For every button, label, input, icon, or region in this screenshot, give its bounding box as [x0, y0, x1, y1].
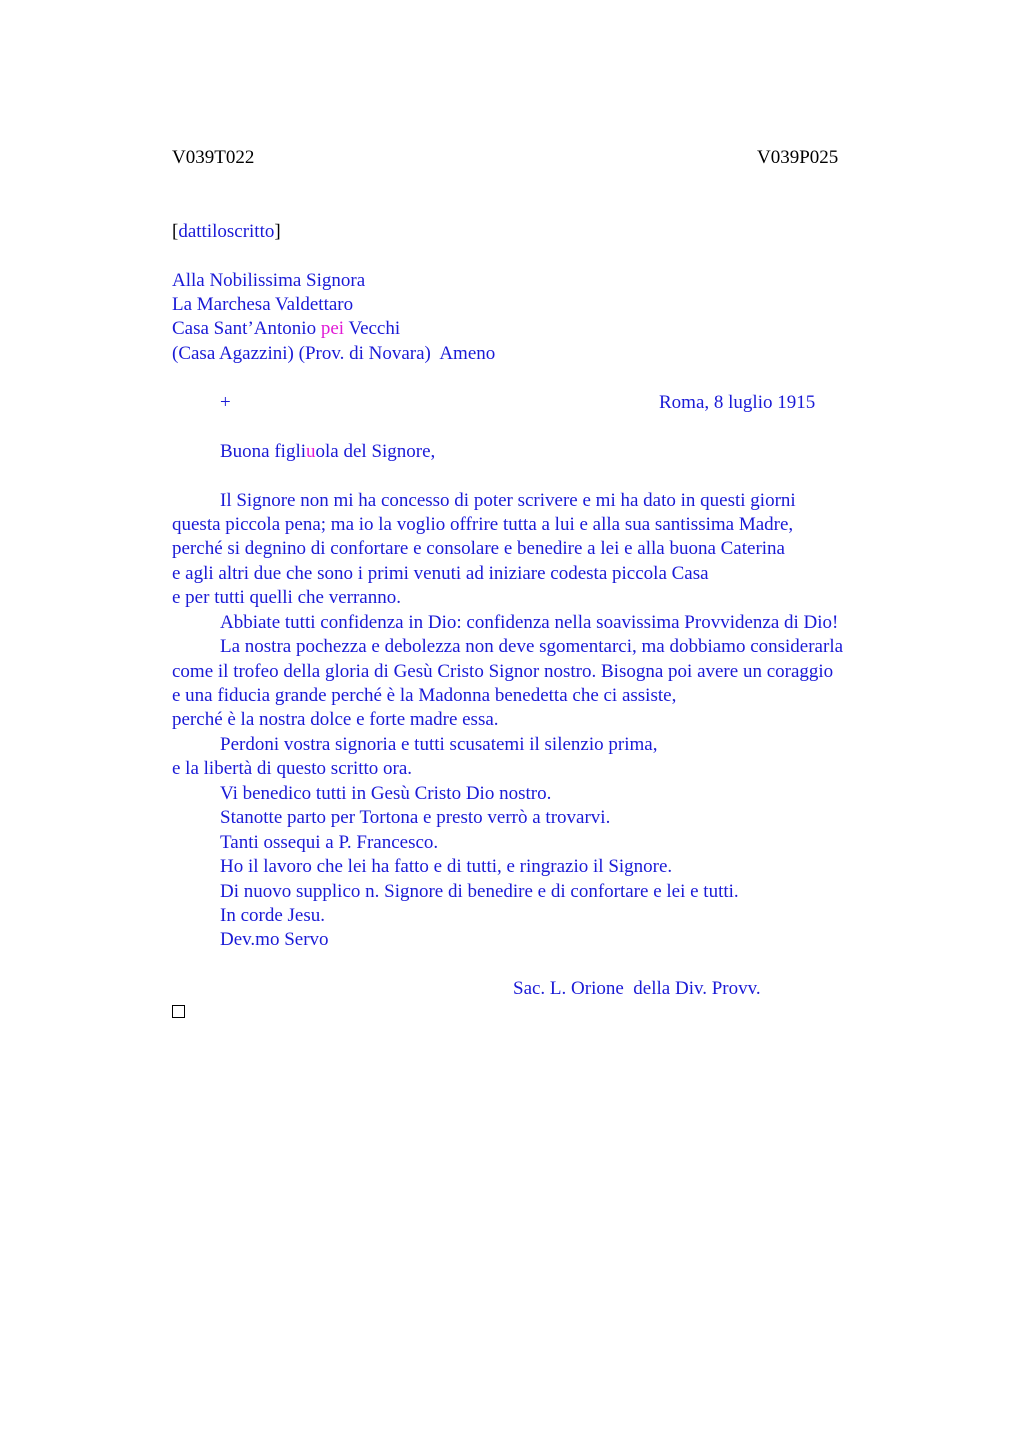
body-line: come il trofeo della gloria di Gesù Cristo Signor nostro. Bisogna poi avere un coraggio: [172, 661, 834, 682]
salutation-end: ola del Signore,: [315, 441, 436, 462]
body-line: Vi benedico tutti in Gesù Cristo Dio nostro.: [220, 783, 552, 804]
body-line: perché si degnino di confortare e consolare e benedire a lei e alla buona Caterina: [172, 538, 785, 559]
signature: Sac. L. Orione della Div. Provv.: [513, 978, 761, 999]
body-line: Stanotte parto per Tortona e presto verrò a trovarvi.: [220, 807, 611, 828]
salutation-highlight: u: [306, 441, 316, 462]
body-line: Abbiate tutti confidenza in Dio: confidenza nella soavissima Provvidenza di Dio!: [220, 612, 839, 633]
salutation: [220, 440, 435, 464]
body-line: Dev.mo Servo: [220, 929, 329, 950]
note-open-bracket: [: [172, 221, 179, 242]
body-line: e agli altri due che sono i primi venuti ad iniziare codesta piccola Casa: [172, 563, 709, 584]
place-date: Roma, 8 luglio 1915: [659, 392, 816, 413]
address-line-4: (Casa Agazzini) (Prov. di Novara) Ameno: [172, 343, 496, 364]
body-line: Perdoni vostra signoria e tutti scusatemi il silenzio prima,: [220, 734, 658, 755]
body-line: Di nuovo supplico n. Signore di benedire e di confortare e lei e tutti.: [220, 881, 739, 902]
address-line-3: [172, 317, 400, 341]
note-label: dattiloscritto: [178, 221, 275, 242]
typescript-note: [172, 220, 281, 244]
body-line: In corde Jesu.: [220, 905, 325, 926]
address-line-2: La Marchesa Valdettaro: [172, 294, 354, 315]
body-line: e una fiducia grande perché è la Madonna benedetta che ci assiste,: [172, 685, 677, 706]
address-highlight: pei: [320, 318, 345, 339]
salutation-start: Buona figli: [220, 441, 307, 462]
body-line: e per tutti quelli che verranno.: [172, 587, 401, 608]
body-line: La nostra pochezza e debolezza non deve sgomentarci, ma dobbiamo considerarla: [220, 636, 844, 657]
header-left-code: V039T022: [172, 147, 255, 168]
address-line-3-end: Vecchi: [344, 318, 401, 339]
body-line: Il Signore non mi ha concesso di poter scrivere e mi ha dato in questi giorni: [220, 490, 796, 511]
address-line-1: Alla Nobilissima Signora: [172, 270, 366, 291]
header-right-code: V039P025: [757, 147, 839, 168]
address-line-3-start: Casa Sant’Antonio: [172, 318, 321, 339]
checkbox-icon: [172, 1005, 185, 1018]
body-line: Tanti ossequi a P. Francesco.: [220, 832, 439, 853]
body-line: questa piccola pena; ma io la voglio offrire tutta a lui e alla sua santissima Madre,: [172, 514, 794, 535]
body-line: Ho il lavoro che lei ha fatto e di tutti, e ringrazio il Signore.: [220, 856, 673, 877]
body-line: perché è la nostra dolce e forte madre essa.: [172, 709, 499, 730]
note-close-bracket: ]: [274, 221, 281, 242]
body-line: e la libertà di questo scritto ora.: [172, 758, 413, 779]
cross-symbol: +: [220, 392, 231, 413]
